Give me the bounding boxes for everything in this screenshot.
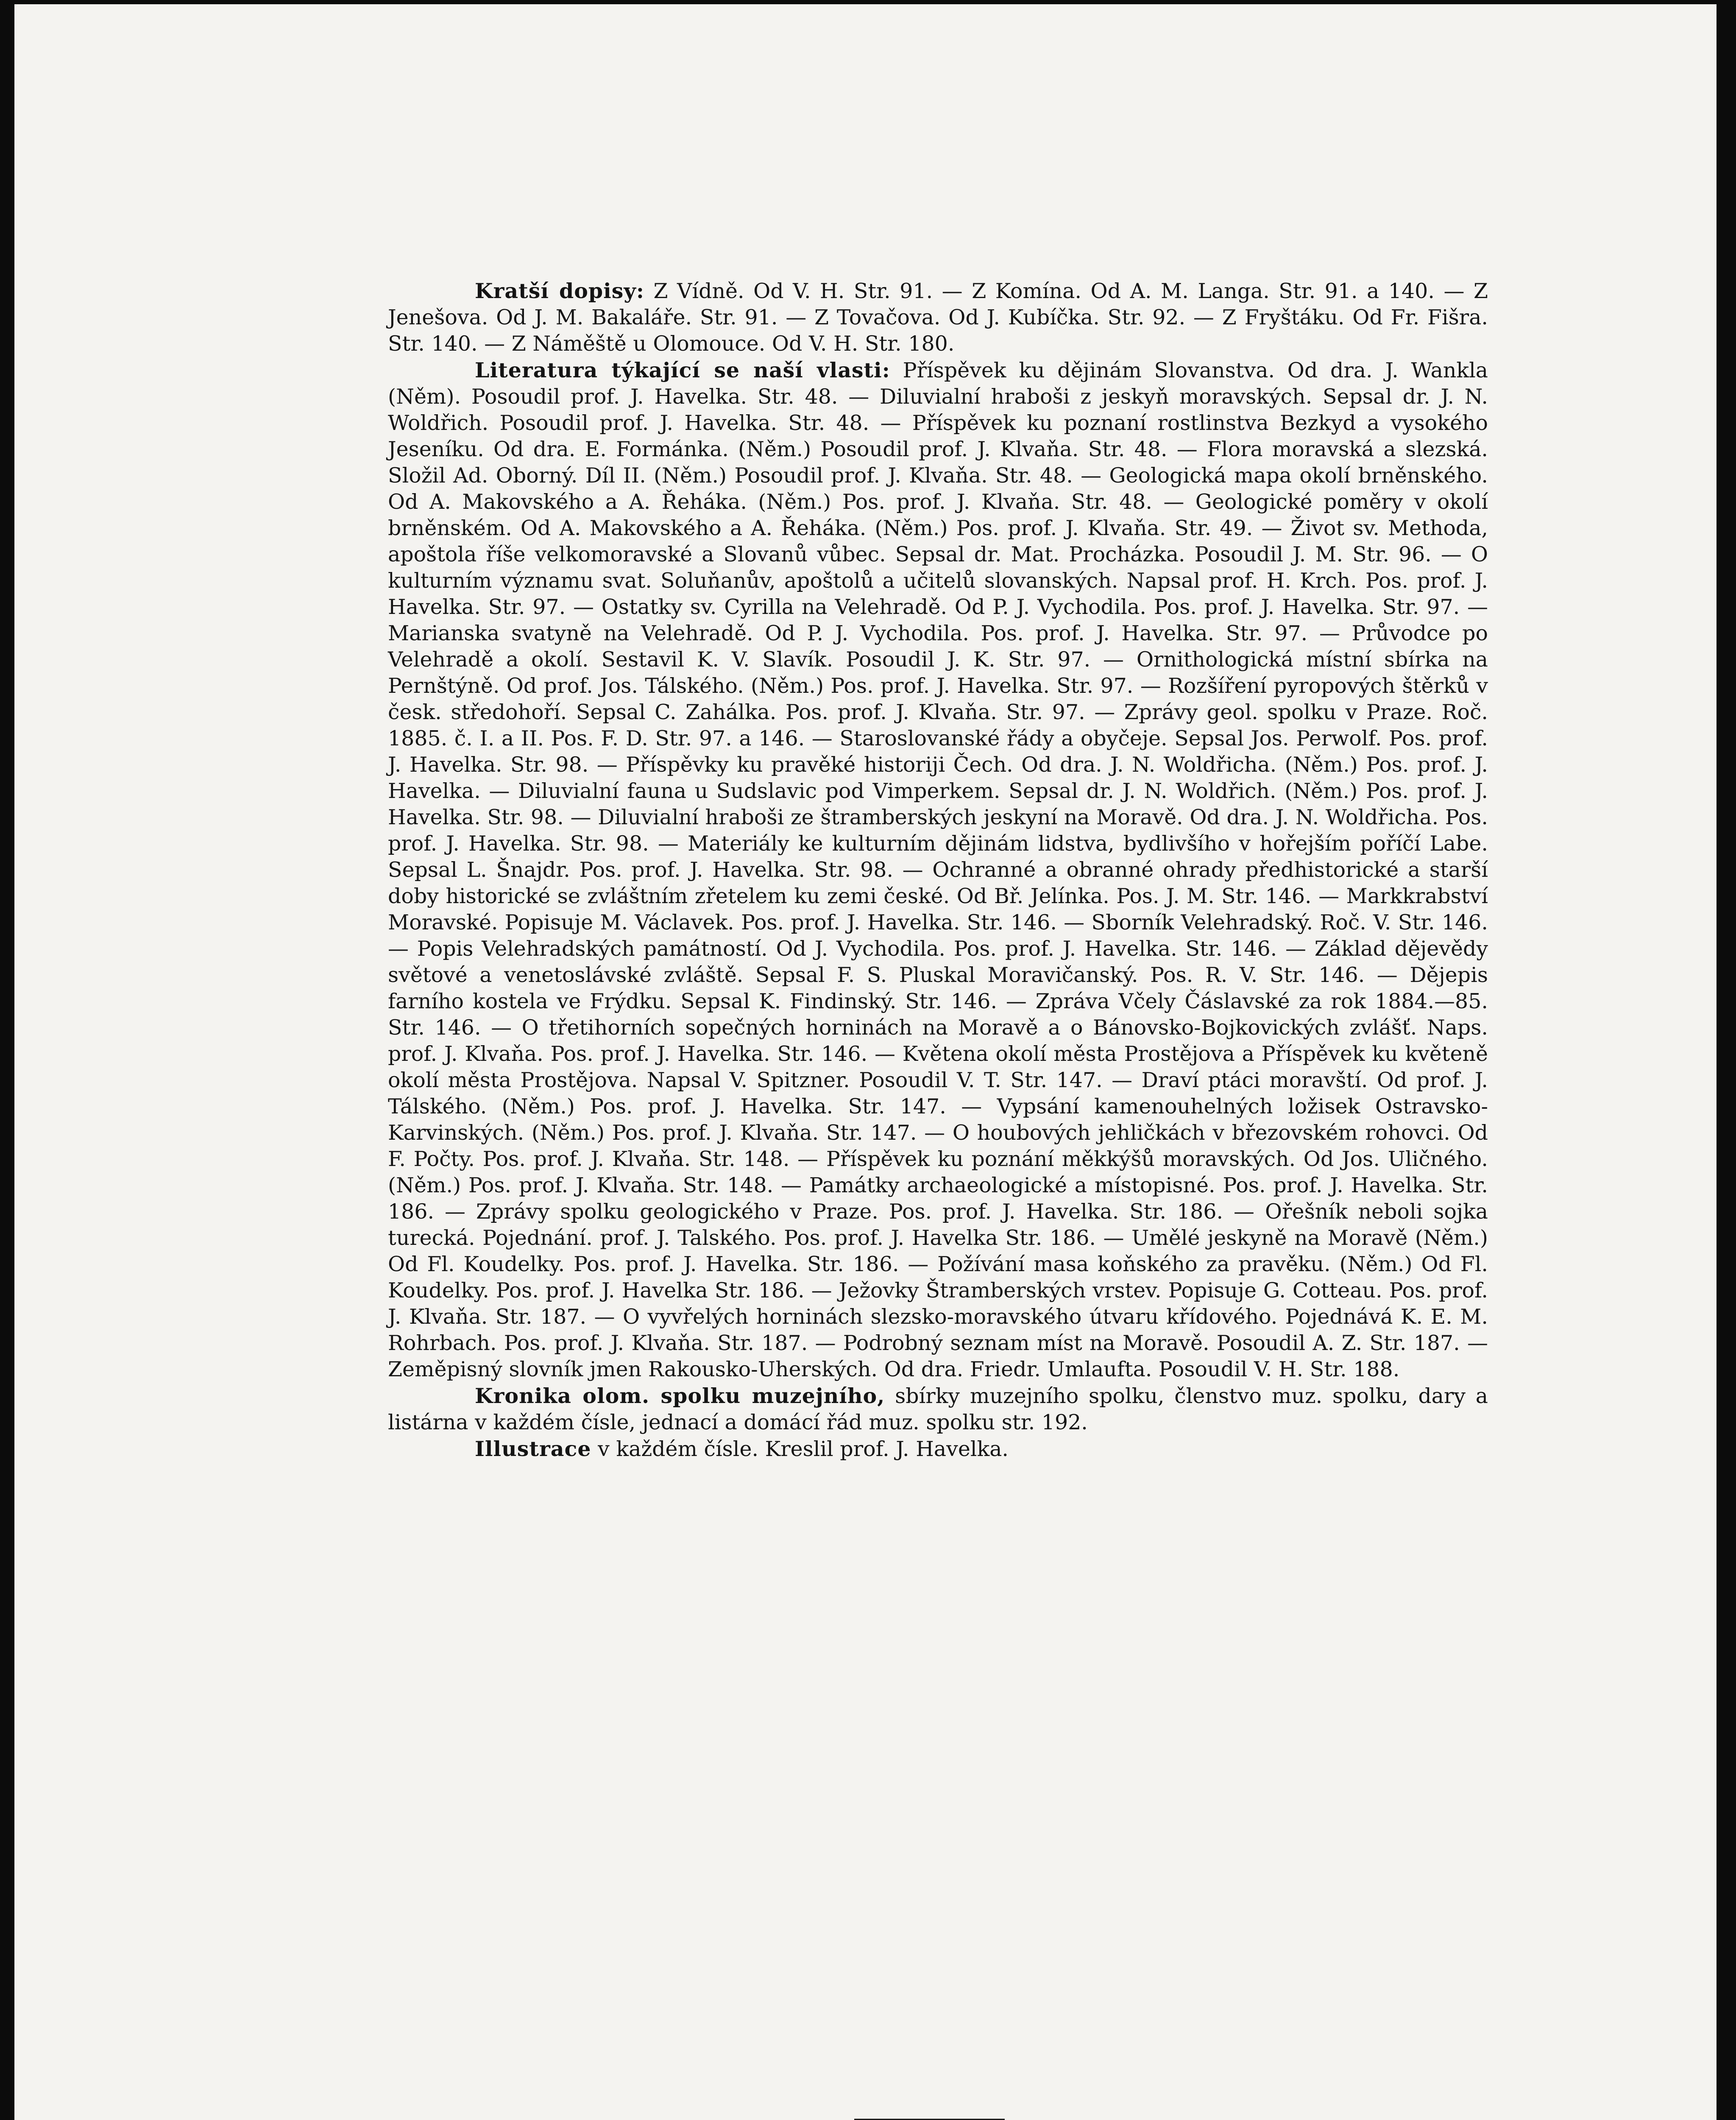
section-body: Z Vídně. Od V. H. Str. 91. — Z Komína. Od A. M. Langa. Str. 91. a 140. — Z Jenešova. Od J. M. Bakaláře. Str. 91. — Z Tovačova. Od J. Kubíčka. Str. 92. — Z Fryštáku. Od Fr. Fišra. Str. 140. — Z Náměště u Olomouce. Od V. H. Str. 180. [388, 279, 1488, 356]
section-kronika [388, 1383, 1488, 1436]
section-literatura [388, 357, 1488, 1383]
section-body: sbírky muzejního spolku, členstvo muz. spolku, dary a listárna v každém čísle, jednací a domácí řád muz. spolku str. 192. [388, 1384, 1488, 1434]
section-heading: Kratší dopisy: [475, 279, 644, 303]
index-text-block [388, 278, 1488, 1462]
section-body: v každém čísle. Kreslil prof. J. Havelka. [598, 1437, 1009, 1461]
section-heading: Kronika olom. spolku muzejního, [475, 1384, 885, 1408]
section-kratsi-dopisy [388, 278, 1488, 357]
section-body: Příspěvek ku dějinám Slovanstva. Od dra. J. Wankla (Něm). Posoudil prof. J. Havelka. Str. 48. — Diluvialní hraboši z jeskyň moravských. Sepsal dr. J. N. Woldřich. Posoudil prof. J. Havelka. Str. 48. — Příspěvek ku poznaní rostlinstva Bezkyd a vysokého Jeseníku. Od dra. E. Formánka. (Něm.) Posoudil prof. J. Klvaňa. Str. 48. — Flora moravská a slezská. Složil Ad. Oborný. Díl II. (Něm.) Posoudil prof. J. Klvaňa. Str. 48. — Geologická mapa okolí brněnského. Od A. Makovského a A. Řeháka. (Něm.) Pos. prof. J. Klvaňa. Str. 48. — Geologické poměry v okolí brněnském. Od A. Makovského a A. Řeháka. (Něm.) Pos. prof. J. Klvaňa. Str. 49. — Život sv. Methoda, apoštola říše velkomoravské a Slovanů vůbec. Sepsal dr. Mat. Procházka. Posoudil J. M. Str. 96. — O kulturním významu svat. Soluňanův, apoštolů a učitelů slovanských. Napsal prof. H. Krch. Pos. prof. J. Havelka. Str. 97. — Ostatky sv. Cyrilla na Velehradě. Od P. J. Vychodila. Pos. prof. J. Havelka. Str. 97. — Marianska svatyně na Velehradě. Od P. J. Vychodila. Pos. prof. J. Havelka. Str. 97. — Průvodce po Velehradě a okolí. Sestavil K. V. Slavík. Posoudil J. K. Str. 97. — Ornithologická místní sbírka na Pernštýně. Od prof. Jos. Tálského. (Něm.) Pos. prof. J. Havelka. Str. 97. — Rozšíření pyropových štěrků v česk. středohoří. Sepsal C. Zahálka. Pos. prof. J. Klvaňa. Str. 97. — Zprávy geol. spolku v Praze. Roč. 1885. č. I. a II. Pos. F. D. Str. 97. a 146. — Staroslovanské řády a obyčeje. Sepsal Jos. Perwolf. Pos. prof. J. Havelka. Str. 98. — Příspěvky ku pravěké historiji Čech. Od dra. J. N. Woldřicha. (Něm.) Pos. prof. J. Havelka. — Diluvialní fauna u Sudslavic pod Vimperkem. Sepsal dr. J. N. Woldřich. (Něm.) Pos. prof. J. Havelka. Str. 98. — Diluvialní hraboši ze štramberských jeskyní na Moravě. Od dra. J. N. Woldřicha. Pos. prof. J. Havelka. Str. 98. — Materiály ke kulturním dějinám lidstva, bydlivšího v hořejším poříčí Labe. Sepsal L. Šnajdr. Pos. prof. J. Havelka. Str. 98. — Ochranné a obranné ohrady předhistorické a starší doby historické se zvláštním zřetelem ku zemi české. Od Bř. Jelínka. Pos. J. M. Str. 146. — Markkrabství Moravské. Popisuje M. Václavek. Pos. prof. J. Havelka. Str. 146. — Sborník Velehradský. Roč. V. Str. 146. — Popis Velehradských památností. Od J. Vychodila. Pos. prof. J. Havelka. Str. 146. — Základ dějevědy světové a venetoslávské zvláště. Sepsal F. S. Pluskal Moravičanský. Pos. R. V. Str. 146. — Dějepis farního kostela ve Frýdku. Sepsal K. Findinský. Str. 146. — Zpráva Včely Čáslavské za rok 1884.—85. Str. 146. — O třetihorních sopečných horninách na Moravě a o Bánovsko-Bojkovických zvlášť. Naps. prof. J. Klvaňa. Pos. prof. J. Havelka. Str. 146. — Květena okolí města Prostějova a Příspěvek ku květeně okolí města Prostějova. Napsal V. Spitzner. Posoudil V. T. Str. 147. — Draví ptáci moravští. Od prof. J. Tálského. (Něm.) Pos. prof. J. Havelka. Str. 147. — Vypsání kamenouhelných ložisek Ostravsko-Karvinských. (Něm.) Pos. prof. J. Klvaňa. Str. 147. — O houbových jehličkách v březovském rohovci. Od F. Počty. Pos. prof. J. Klvaňa. Str. 148. — Příspěvek ku poznání měkkýšů moravských. Od Jos. Uličného. (Něm.) Pos. prof. J. Klvaňa. Str. 148. — Památky archaeologické a místopisné. Pos. prof. J. Havelka. Str. 186. — Zprávy spolku geologického v Praze. Pos. prof. J. Havelka. Str. 186. — Ořešník neboli sojka turecká. Pojednání. prof. J. Talského. Pos. prof. J. Havelka Str. 186. — Umělé jeskyně na Moravě (Něm.) Od Fl. Koudelky. Pos. prof. J. Havelka. Str. 186. — Požívání masa koňského za pravěku. (Něm.) Od Fl. Koudelky. Pos. prof. J. Havelka Str. 186. — Ježovky Štramberských vrstev. Popisuje G. Cotteau. Pos. prof. J. Klvaňa. Str. 187. — O vyvřelých horninách slezsko-moravského útvaru křídového. Pojednává K. E. M. Rohrbach. Pos. prof. J. Klvaňa. Str. 187. — Podrobný seznam míst na Moravě. Posoudil A. Z. Str. 187. — Zeměpisný slovník jmen Rakousko-Uherských. Od dra. Friedr. Umlaufta. Posoudil V. H. Str. 188. [388, 358, 1488, 1381]
section-illustrace [388, 1436, 1488, 1462]
section-heading: Illustrace [475, 1437, 591, 1461]
section-heading: Literatura týkající se naší vlasti: [475, 358, 890, 382]
